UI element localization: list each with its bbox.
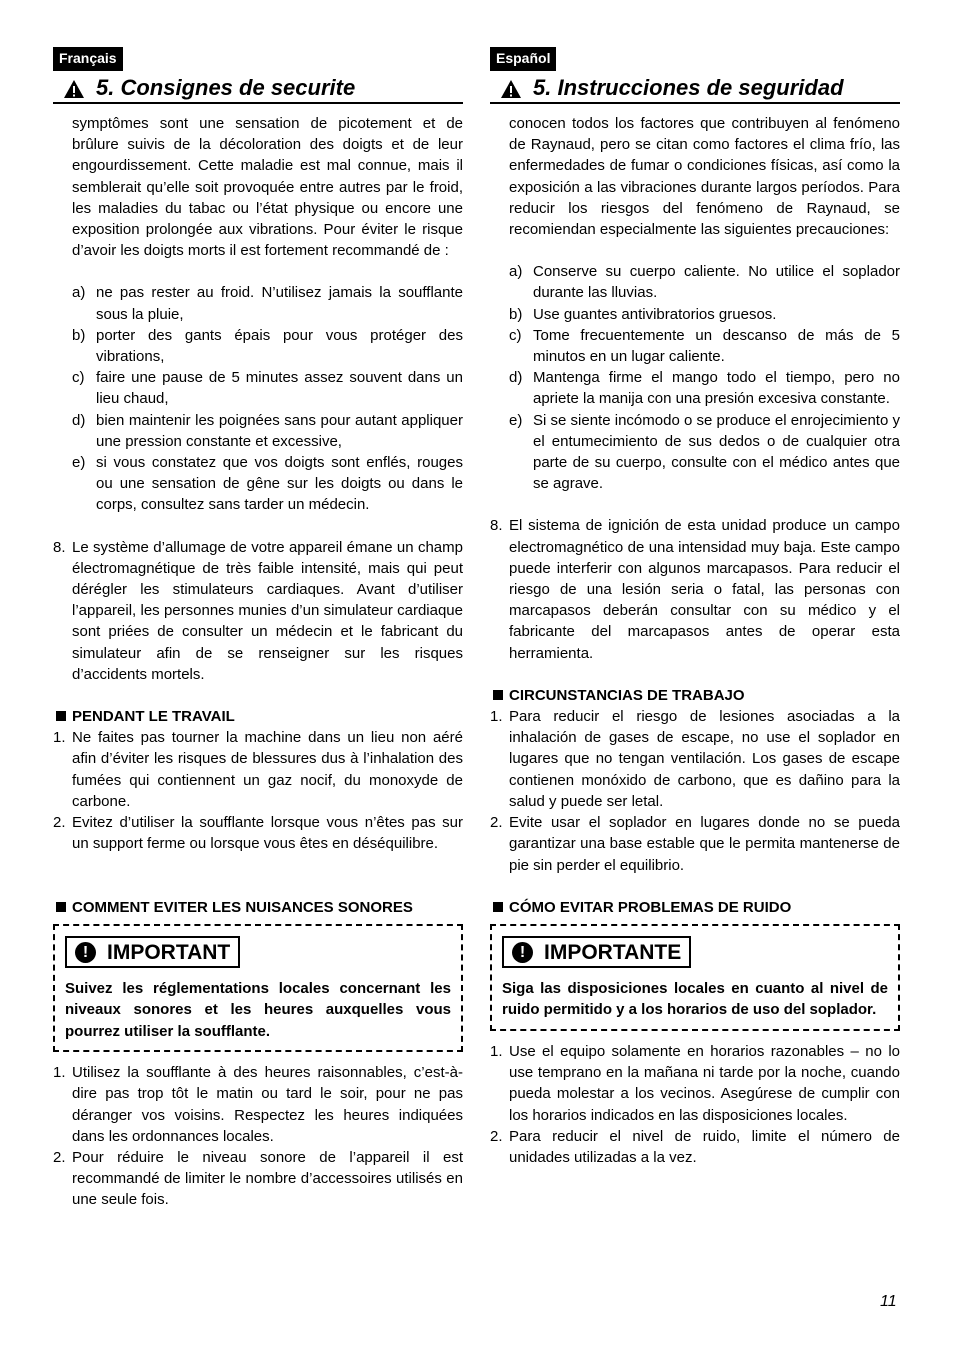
subsection-heading-work: CIRCUNSTANCIAS DE TRABAJO [490,685,900,706]
exclamation-icon: ! [75,942,96,963]
numbered-item: 1. Ne faites pas tourner la machine dans un lieu non aéré afin d’éviter les risques de blessures dus à l’inhalation des fumées qui contiennent un gaz nocif, du monoxyde de carbone. [53,729,463,810]
list-item: a) ne pas rester au froid. N’utilisez jamais la soufflante sous la pluie, [72,284,463,323]
french-body [53,113,463,1211]
numbered-item: 1. Use el equipo solamente en horarios razonables – no lo use temprano en la mañana ni tarde por la noche, cuando pueda molestar a los vecinos. Asegúrese de cumplir con los horarios indicados en las disposiciones locales. [490,1042,900,1124]
language-tab-spanish: Español [490,47,556,71]
exclamation-icon: ! [512,942,533,963]
section-title: 5. Instrucciones de seguridad [533,75,844,100]
list-item: c) Tome frecuentemente un descanso de más de 5 minutos en un lugar caliente. [509,326,900,366]
numbered-item: 2. Evite usar el soplador en lugares donde no se pueda garantizar una base estable que le permita mantenerse de pie sin perder el equilibrio. [490,814,900,874]
numbered-item: 1. Utilisez la soufflante à des heures raisonnables, c’est-à-dire pas trop tôt le matin ou tard le soir, pour ne pas déranger vos voisins. Respectez les heures indiquées dans les ordonnances locales. [53,1064,463,1145]
numbered-item: 2. Evitez d’utiliser la soufflante lorsque vous n’êtes pas sur un support ferme ou lorsque vous êtes en déséquilibre. [53,814,463,853]
numbered-item-8: 8. Le système d’allumage de votre appareil émane un champ électromagnétique de très faible intensité, mais qui peut dérégler les stimulateurs cardiaques. Avant d’utiliser l’appareil, les personnes munies d’un simulateur cardiaque sont priées de consulter un médecin et le fabricant du simulateur afin de se renseigner sur les risques d’accidents mortels. [53,538,463,683]
language-tab-french: Français [53,47,123,71]
intro-paragraph: conocen todos los factores que contribuyen al fenómeno de Raynaud, pero se citan como factores el clima frío, las enfermedades de fumar o condiciones físicas, así como la exposición a las vibraciones durante largos períodos. Para reducir los riesgos del fenómeno de Raynaud, se recomiendan especialmente las siguientes precauciones: [509,115,900,239]
numbered-item-8: 8. El sistema de ignición de esta unidad produce un campo electromagnético de una intensidad muy baja. Este campo puede interferir con algunos marcapasos. Para reducir el riesgo de una lesión seria o fatal, las personas con marcapasos deberán consultar con su médico y el fabricante del marcapasos antes de operar esta herramienta. [490,517,900,662]
subsection-heading-noise: COMMENT EVITER LES NUISANCES SONORES [53,897,463,918]
page-number: 11 [880,1293,897,1310]
list-item: e) si vous constatez que vos doigts sont enflés, rouges ou une sensation de gêne sur les doigts ou dans le corps, consultez sans tarder un médecin. [72,454,463,514]
important-label: ! IMPORTANT [65,936,240,968]
numbered-item: 2. Pour réduire le niveau sonore de l’appareil il est recommandé de limiter le nombre d’accessoires utilisés en une seule fois. [53,1149,463,1209]
numbered-item: 2. Para reducir el nivel de ruido, limite el número de unidades utilizadas a la vez. [490,1127,900,1166]
list-item: d) bien maintenir les poignées sans pour autant appliquer une pression constante et excessive, [72,411,463,450]
list-item: b) Use guantes antivibratorios gruesos. [509,305,777,323]
important-notice-box [490,924,900,1031]
section-header-spanish [490,74,900,104]
list-item: e) Si se siente incómodo o se produce el enrojecimiento y el entumecimiento de sus dedos o de cualquier otra parte de su cuerpo, consulte con el médico antes que se agrave. [509,411,900,493]
section-header-french [53,74,463,104]
subsection-heading-work: PENDANT LE TRAVAIL [53,706,463,727]
important-label: ! IMPORTANTE [502,936,691,968]
section-title: 5. Consignes de securite [96,75,356,100]
important-notice-box [53,924,463,1053]
list-item: d) Mantenga firme el mango todo el tiempo, pero no apriete la manija con una presión excesiva constante. [509,369,900,408]
list-item: b) porter des gants épais pour vous protéger des vibrations, [72,326,463,366]
warning-triangle-icon [500,79,522,99]
numbered-item: 1. Para reducir el riesgo de lesiones asociadas a la inhalación de gases de escape, no use el soplador en lugares que no tengan ventilación. Los gases de escape contienen monóxido de carbono, que es dañino para la salud y puede ser letal. [490,708,900,810]
intro-paragraph: symptômes sont une sensation de picotement et de brûlure suivis de la décoloration des doigts et de leur engourdissement. Cette maladie est mal connue, mais il semblerait qu’elle soit provoquée entre autres par le froid, les maladies du tabac ou l’état physique ou encore une exposition prolongée aux vibrations. Pour éviter le risque d’avoir les doigts morts il est fortement recommandé de : [72,115,463,260]
warning-triangle-icon [63,79,85,99]
spanish-body [490,113,900,1168]
list-item: c) faire une pause de 5 minutes assez souvent dans un lieu chaud, [72,369,463,408]
important-text: Suivez les réglementations locales concernant les niveaux sonores et les heures auxquelles vous pourrez utiliser la soufflante. [65,979,451,1040]
list-item: a) Conserve su cuerpo caliente. No utilice el soplador durante las lluvias. [509,263,900,302]
important-text: Siga las disposiciones locales en cuanto al nivel de ruido permitido y a los horarios de uso del soplador. [502,979,888,1019]
subsection-heading-noise: CÓMO EVITAR PROBLEMAS DE RUIDO [490,897,900,918]
